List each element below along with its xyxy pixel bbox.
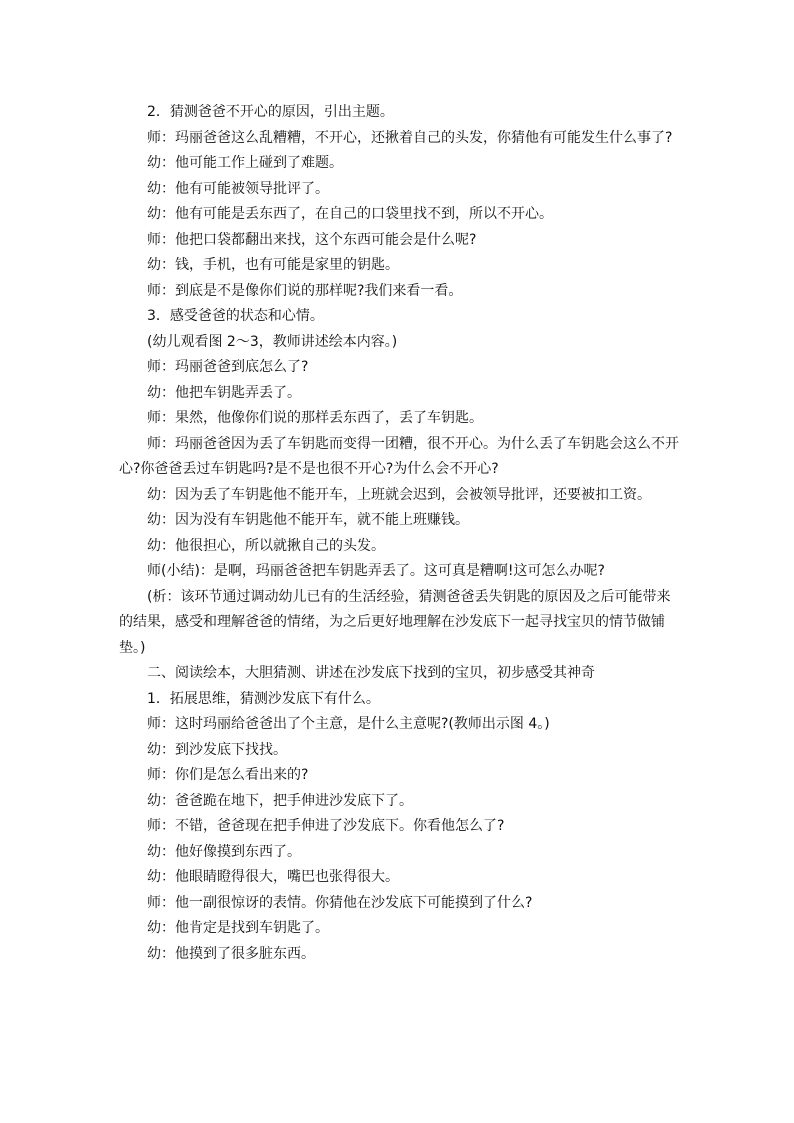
paragraph-child: 幼：他肯定是找到车钥匙了。	[147, 920, 329, 936]
paragraph-child: 幼：钱，手机，也有可能是家里的钥匙。	[147, 257, 399, 273]
paragraph-analysis: (析：该环节通过调动幼儿已有的生活经验，猜测爸爸丢失钥匙的原因及之后可能带来的结果，感受和理解爸爸的情绪，为之后更好地理解在沙发底下一起寻找宝贝的情节做铺垫。)	[119, 588, 671, 656]
paragraph-teacher: 师：不错，爸爸现在把手伸进了沙发底下。你看他怎么了?	[147, 818, 505, 834]
document-body	[119, 100, 679, 967]
paragraph-child: 幼：因为没有车钥匙他不能开车，就不能上班赚钱。	[147, 512, 469, 528]
paragraph-child: 幼：他可能工作上碰到了难题。	[147, 155, 343, 171]
paragraph-child: 幼：他眼睛瞪得很大，嘴巴也张得很大。	[147, 869, 399, 885]
paragraph-child: 幼：因为丢了车钥匙他不能开车，上班就会迟到，会被领导批评，还要被扣工资。	[147, 486, 651, 503]
paragraph-child: 幼：他有可能是丢东西了，在自己的口袋里找不到，所以不开心。	[147, 206, 553, 222]
paragraph-child: 幼：他好像摸到东西了。	[147, 843, 301, 860]
paragraph-teacher: 师：你们是怎么看出来的?	[147, 767, 309, 783]
section-heading: 二、阅读绘本，大胆猜测、讲述在沙发底下找到的宝贝，初步感受其神奇	[147, 665, 595, 681]
paragraph-teacher: 师：玛丽爸爸到底怎么了?	[147, 359, 309, 375]
paragraph-teacher: 师：他一副很惊讶的表情。你猜他在沙发底下可能摸到了什么?	[147, 894, 533, 911]
paragraph-child: 幼：他很担心，所以就揪自己的头发。	[147, 537, 385, 554]
paragraph-child: 幼：他有可能被领导批评了。	[147, 180, 329, 197]
paragraph-teacher: 师：这时玛丽给爸爸出了个主意，是什么主意呢?(教师出示图 4。)	[147, 716, 550, 732]
paragraph-child: 幼：他摸到了很多脏东西。	[147, 945, 315, 962]
paragraph-child: 幼：爸爸跪在地下，把手伸进沙发底下了。	[147, 792, 413, 809]
paragraph-note: (幼儿观看图 2～3，教师讲述绘本内容。)	[147, 333, 398, 350]
paragraph-heading-2: 2．猜测爸爸不开心的原因，引出主题。	[147, 104, 394, 120]
paragraph-teacher: 师：玛丽爸爸因为丢了车钥匙而变得一团糟，很不开心。为什么丢了车钥匙会这么不开心?你爸爸丢过车钥匙吗?是不是也很不开心?为什么会不开心?	[119, 435, 679, 477]
paragraph-heading-3: 3．感受爸爸的状态和心情。	[147, 308, 324, 324]
paragraph-teacher: 师：到底是不是像你们说的那样呢?我们来看一看。	[147, 282, 463, 299]
paragraph-teacher: 师：玛丽爸爸这么乱糟糟，不开心，还揪着自己的头发，你猜他有可能发生什么事了?	[147, 129, 673, 146]
paragraph-child: 幼：他把车钥匙弄丢了。	[147, 384, 301, 401]
paragraph-heading-1: 1．拓展思维，猜测沙发底下有什么。	[147, 690, 380, 707]
paragraph-teacher: 师：他把口袋都翻出来找，这个东西可能会是什么呢?	[147, 231, 477, 248]
paragraph-teacher: 师：果然，他像你们说的那样丢东西了，丢了车钥匙。	[147, 410, 483, 426]
paragraph-teacher-summary: 师(小结)：是啊，玛丽爸爸把车钥匙弄丢了。这可真是糟啊!这可怎么办呢?	[147, 563, 605, 579]
paragraph-child: 幼：到沙发底下找找。	[147, 741, 287, 758]
